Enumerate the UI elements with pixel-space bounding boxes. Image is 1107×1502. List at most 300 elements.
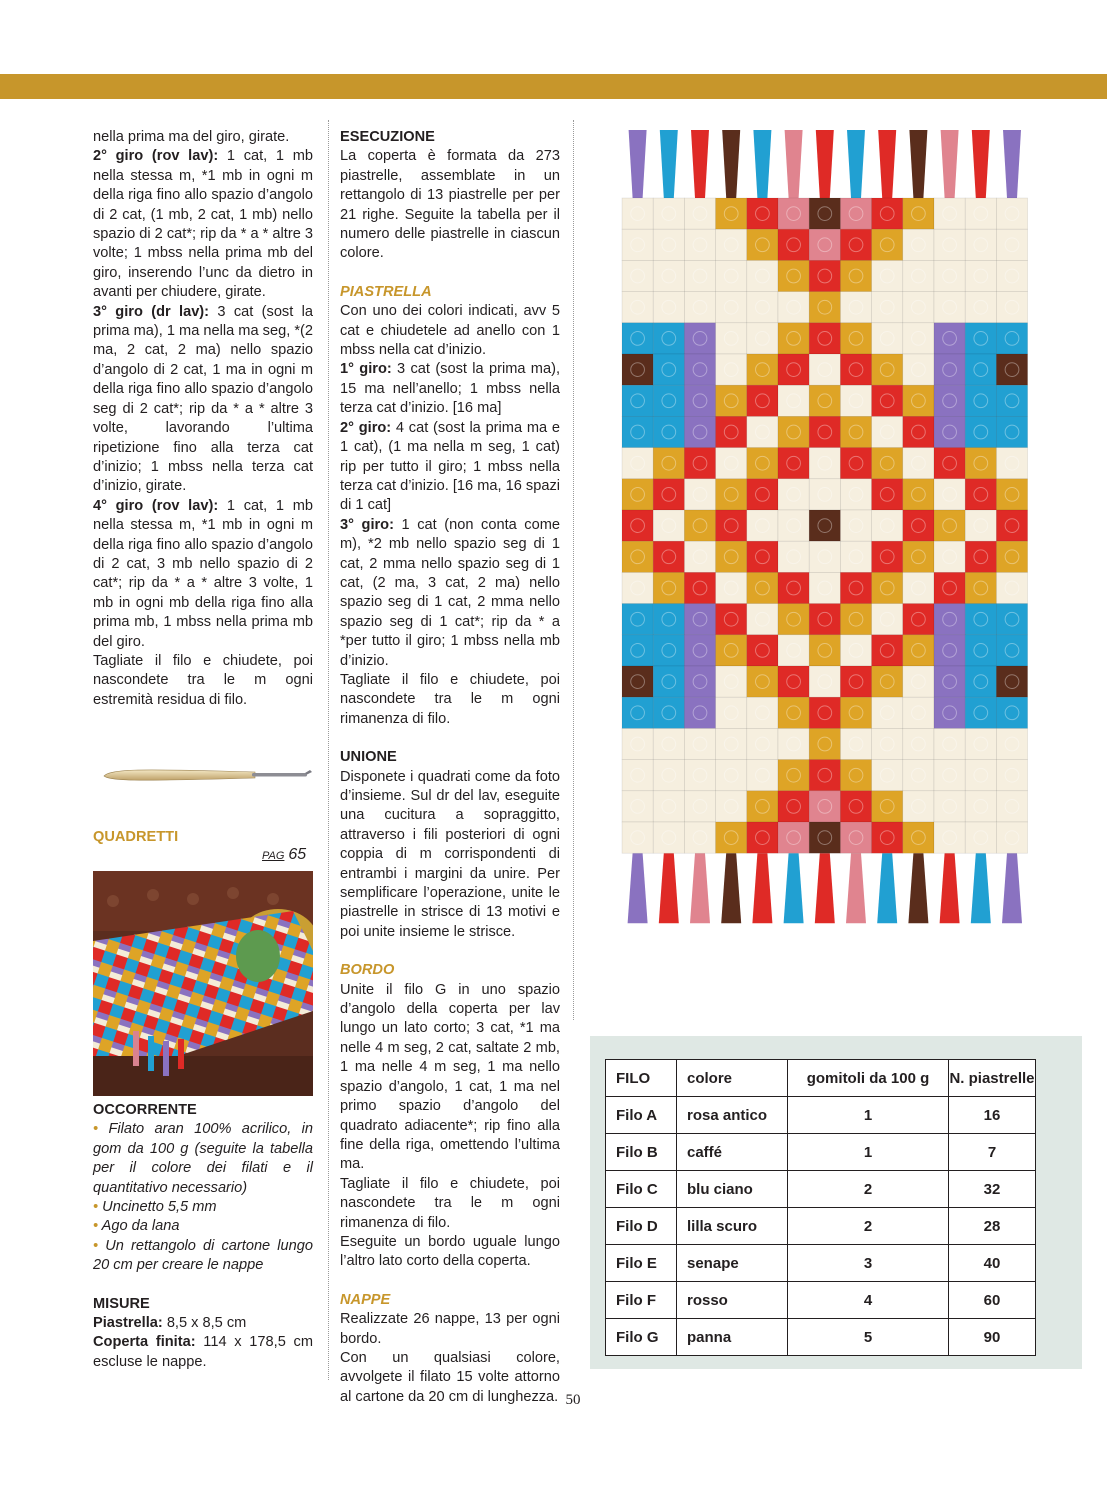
- granny-square: [934, 572, 965, 603]
- granny-square: [778, 822, 809, 853]
- granny-square: [903, 448, 934, 479]
- granny-square: [934, 385, 965, 416]
- giro-4-text: 1 cat, 1 mb nella stessa m, *1 mb in ogni m della riga fino allo spazio d’angolo di 2 cat, 3 mb nello spazio di 2 cat*; rip da * a * altre 3 volte, 1 mb in ogni mb della riga fino alla prima mb, 1 mbss nella prima mb del giro.: [93, 497, 313, 650]
- granny-square: [872, 292, 903, 323]
- granny-square: [996, 260, 1027, 291]
- granny-square: [934, 510, 965, 541]
- granny-square: [653, 198, 684, 229]
- granny-square: [747, 385, 778, 416]
- granny-square: [778, 292, 809, 323]
- granny-square: [965, 791, 996, 822]
- tassel: [659, 853, 679, 923]
- bullet: •: [93, 1199, 103, 1216]
- granny-square: [903, 229, 934, 260]
- cell-filo: Filo G: [606, 1319, 677, 1356]
- finish-text: Tagliate il filo e chiudete, poi nascondete tra le m ogni estremità residua di filo.: [93, 652, 313, 708]
- header-gomitoli: gomitoli da 100 g: [788, 1060, 949, 1097]
- granny-square: [747, 697, 778, 728]
- granny-square: [996, 697, 1027, 728]
- granny-square: [872, 448, 903, 479]
- granny-square: [840, 822, 871, 853]
- granny-square: [747, 760, 778, 791]
- granny-square: [747, 260, 778, 291]
- granny-square: [934, 697, 965, 728]
- granny-square: [840, 572, 871, 603]
- tassel: [752, 853, 772, 923]
- granny-square: [965, 354, 996, 385]
- misure-title: MISURE: [93, 1295, 150, 1312]
- granny-square: [809, 385, 840, 416]
- granny-square: [965, 572, 996, 603]
- giro-2-text: 1 cat, 1 mb nella stessa m, *1 mb in ogni m della riga fino allo spazio d’angolo di 2 cat, (1 mb, 2 cat, 1 mb) nello spazio di 2 cat*; rip da * a * altre 3 volte; 1 mbss nella prima mb del giro, inserendo l’unc da dietro in avanti per chiudere, girate.: [93, 148, 313, 301]
- tassel: [1002, 853, 1022, 923]
- granny-square: [684, 822, 715, 853]
- granny-square: [996, 198, 1027, 229]
- granny-square: [934, 292, 965, 323]
- granny-square: [622, 448, 653, 479]
- granny-square: [872, 385, 903, 416]
- granny-square: [965, 479, 996, 510]
- misure-2-label: Coperta finita:: [93, 1334, 196, 1351]
- granny-square: [872, 728, 903, 759]
- misure-1: [93, 1314, 313, 1333]
- granny-square: [996, 448, 1027, 479]
- granny-square: [903, 666, 934, 697]
- granny-square: [965, 604, 996, 635]
- granny-square: [872, 572, 903, 603]
- granny-square: [903, 479, 934, 510]
- granny-square: [747, 572, 778, 603]
- occ-item-3: [93, 1217, 313, 1236]
- cell-colore: lilla scuro: [677, 1208, 788, 1245]
- blanket-main-image: [610, 130, 1050, 1000]
- granny-square: [684, 198, 715, 229]
- page-ref-prefix: PAG: [262, 850, 285, 862]
- granny-square: [778, 260, 809, 291]
- granny-square: [840, 260, 871, 291]
- tassel: [753, 130, 771, 198]
- granny-square: [996, 666, 1027, 697]
- granny-square: [840, 416, 871, 447]
- giro-4-label: 4° giro (rov lav):: [93, 497, 219, 514]
- granny-square: [965, 292, 996, 323]
- piastrella-text: Con uno dei colori indicati, avv 5 cat e chiudetele ad anello con 1 mbss nella cat d’inizio.: [340, 303, 560, 359]
- granny-square: [653, 541, 684, 572]
- granny-square: [965, 541, 996, 572]
- tassel: [908, 853, 928, 923]
- granny-square: [778, 510, 809, 541]
- granny-square: [622, 479, 653, 510]
- cell-piastrelle: 90: [949, 1319, 1036, 1356]
- granny-square: [840, 229, 871, 260]
- cell-filo: Filo D: [606, 1208, 677, 1245]
- granny-square: [872, 323, 903, 354]
- granny-square: [653, 760, 684, 791]
- granny-square: [903, 760, 934, 791]
- granny-square: [716, 541, 747, 572]
- bordo-finish: Tagliate il filo e chiudete, poi nascondete tra le m ogni rimanenza di filo.: [340, 1175, 560, 1231]
- granny-square: [840, 697, 871, 728]
- piastrella-giro-2: [340, 419, 560, 516]
- granny-square: [872, 541, 903, 572]
- spacer: [340, 729, 560, 748]
- p3-label: 3° giro:: [340, 516, 394, 533]
- occ-item-4-text: Un rettangolo di cartone lungo 20 cm per creare le nappe: [93, 1237, 313, 1274]
- granny-square: [778, 385, 809, 416]
- granny-square: [653, 697, 684, 728]
- table-row: [606, 1208, 1036, 1245]
- granny-square: [903, 541, 934, 572]
- granny-square: [778, 448, 809, 479]
- piastrella-giro-3: [340, 516, 560, 671]
- table-row: [606, 1134, 1036, 1171]
- blanket-photo: [93, 871, 313, 1096]
- granny-square: [840, 354, 871, 385]
- granny-square: [747, 604, 778, 635]
- granny-square: [965, 198, 996, 229]
- left-lower: [93, 828, 313, 847]
- granny-square: [622, 229, 653, 260]
- table-row: [606, 1282, 1036, 1319]
- granny-square: [747, 479, 778, 510]
- giro-3-label: 3° giro (dr lav):: [93, 303, 210, 320]
- granny-square: [716, 760, 747, 791]
- granny-square: [996, 604, 1027, 635]
- granny-square: [653, 479, 684, 510]
- tassel: [846, 853, 866, 923]
- granny-square: [934, 760, 965, 791]
- granny-square: [684, 292, 715, 323]
- granny-square: [778, 666, 809, 697]
- granny-square: [872, 697, 903, 728]
- granny-square: [934, 260, 965, 291]
- granny-square: [653, 604, 684, 635]
- granny-square: [716, 229, 747, 260]
- table-row: [606, 1171, 1036, 1208]
- granny-square: [809, 229, 840, 260]
- granny-square: [996, 541, 1027, 572]
- granny-square: [996, 229, 1027, 260]
- tassel: [878, 130, 896, 198]
- granny-square: [840, 666, 871, 697]
- occ-item-4: [93, 1237, 313, 1276]
- granny-square: [965, 697, 996, 728]
- granny-square: [684, 666, 715, 697]
- nappe-title: NAPPE: [340, 1291, 391, 1308]
- cell-piastrelle: 28: [949, 1208, 1036, 1245]
- granny-square: [716, 323, 747, 354]
- granny-square: [872, 635, 903, 666]
- granny-square: [903, 323, 934, 354]
- occorrente-title: OCCORRENTE: [93, 1102, 197, 1118]
- granny-square: [684, 697, 715, 728]
- tassel: [847, 130, 865, 198]
- granny-square: [809, 635, 840, 666]
- tassel: [691, 130, 709, 198]
- page-number: 50: [565, 1392, 581, 1408]
- p1-label: 1° giro:: [340, 361, 392, 378]
- unione-text: Disponete i quadrati come da foto d’insieme. Sul dr del lav, eseguite una cucitura a sopraggitto, attraverso i fili posteriori di ogni coppia di m corrispondenti di entrambi i margini da unire. Per semplificare l’operazione, unite le piastrelle in strisce di 13 motivi e poi unite insieme le strisce.: [340, 768, 560, 940]
- granny-square: [934, 416, 965, 447]
- granny-square: [778, 323, 809, 354]
- granny-square: [684, 760, 715, 791]
- granny-square: [778, 229, 809, 260]
- granny-square: [684, 510, 715, 541]
- granny-square: [747, 822, 778, 853]
- granny-square: [747, 635, 778, 666]
- granny-square: [840, 760, 871, 791]
- granny-square: [934, 604, 965, 635]
- granny-square: [996, 323, 1027, 354]
- granny-square: [872, 416, 903, 447]
- granny-square: [622, 541, 653, 572]
- granny-square: [747, 666, 778, 697]
- granny-square: [809, 697, 840, 728]
- cell-gomitoli: 2: [788, 1171, 949, 1208]
- tassel: [660, 130, 678, 198]
- granny-square: [622, 760, 653, 791]
- cell-piastrelle: 60: [949, 1282, 1036, 1319]
- granny-square: [934, 822, 965, 853]
- tassel: [972, 130, 990, 198]
- giro-3: [93, 303, 313, 497]
- bordo-text: Unite il filo G in uno spazio d’angolo della coperta per lav lungo un lato corto; 3 cat, *1 ma nelle 4 m seg, 2 cat, saltate 2 mb, 1 ma nelle 4 m seg, 1 ma nello spazio d’angolo, 1 cat, 1 ma nel primo spazio d’angolo del quadrato adiacente*; rip fino alla fine della riga, omettendo l’ultima ma.: [340, 981, 560, 1173]
- granny-square: [778, 479, 809, 510]
- page-ref: [262, 846, 306, 864]
- granny-square: [684, 260, 715, 291]
- granny-square: [872, 604, 903, 635]
- granny-square: [778, 728, 809, 759]
- top-color-bar: [0, 74, 1107, 99]
- granny-square: [684, 541, 715, 572]
- granny-square: [840, 728, 871, 759]
- cell-gomitoli: 1: [788, 1097, 949, 1134]
- granny-square: [840, 479, 871, 510]
- granny-square: [934, 791, 965, 822]
- granny-square: [747, 510, 778, 541]
- granny-square: [622, 198, 653, 229]
- granny-square: [653, 572, 684, 603]
- granny-square: [778, 604, 809, 635]
- cell-colore: senape: [677, 1245, 788, 1282]
- granny-square: [716, 666, 747, 697]
- granny-square: [965, 666, 996, 697]
- granny-square: [840, 604, 871, 635]
- granny-square: [716, 697, 747, 728]
- bordo-title: BORDO: [340, 962, 395, 979]
- granny-square: [684, 354, 715, 385]
- cell-piastrelle: 40: [949, 1245, 1036, 1282]
- granny-square: [684, 448, 715, 479]
- cell-filo: Filo B: [606, 1134, 677, 1171]
- granny-square: [778, 791, 809, 822]
- spacer: [340, 942, 560, 961]
- granny-square: [996, 479, 1027, 510]
- granny-square: [903, 416, 934, 447]
- granny-square: [903, 791, 934, 822]
- granny-square: [684, 791, 715, 822]
- granny-square: [934, 666, 965, 697]
- granny-square: [747, 791, 778, 822]
- esecuzione-text: La coperta è formata da 273 piastrelle, assemblate in un rettangolo di 13 piastrelle per per 21 righe. Seguite la tabella per il numero delle piastrelle in ciascun colore.: [340, 148, 560, 262]
- granny-square: [622, 385, 653, 416]
- cell-gomitoli: 2: [788, 1208, 949, 1245]
- cell-piastrelle: 32: [949, 1171, 1036, 1208]
- granny-square: [809, 510, 840, 541]
- granny-square: [653, 728, 684, 759]
- p3-text: 1 cat (non conta come m), *2 mb nello spazio seg di 1 cat, 2 mma nello spazio seg di 1 cat, (2 ma, 3 cat, 2 ma) nello spazio seg di 1 cat, 2 mma nello spazio seg di 1 cat*; rip da * a *per tutto il giro; 1 mbss nella mb d’inizio.: [340, 516, 560, 669]
- section-title: QUADRETTI: [93, 829, 179, 845]
- granny-square: [809, 479, 840, 510]
- granny-square: [965, 635, 996, 666]
- granny-square: [903, 822, 934, 853]
- granny-square: [809, 666, 840, 697]
- granny-square: [716, 822, 747, 853]
- granny-square: [872, 791, 903, 822]
- misure-1-text: 8,5 x 8,5 cm: [162, 1315, 247, 1332]
- granny-square: [996, 354, 1027, 385]
- misure-2-text: 114 x 178,5 cm escluse le nappe.: [93, 1334, 313, 1370]
- granny-square: [778, 760, 809, 791]
- granny-square: [840, 323, 871, 354]
- tassel: [628, 853, 648, 923]
- granny-square: [809, 791, 840, 822]
- cell-gomitoli: 3: [788, 1245, 949, 1282]
- granny-square: [747, 416, 778, 447]
- granny-square: [622, 822, 653, 853]
- table-header-row: [606, 1060, 1036, 1097]
- spacer: [93, 1276, 313, 1295]
- granny-square: [903, 292, 934, 323]
- tassel: [1003, 130, 1021, 198]
- cell-colore: caffé: [677, 1134, 788, 1171]
- granny-square: [684, 385, 715, 416]
- granny-square: [934, 541, 965, 572]
- tassel: [941, 130, 959, 198]
- granny-square: [996, 510, 1027, 541]
- granny-square: [996, 822, 1027, 853]
- table-row: [606, 1245, 1036, 1282]
- granny-square: [934, 323, 965, 354]
- granny-square: [716, 292, 747, 323]
- giro-2-label: 2° giro (rov lav):: [93, 148, 219, 165]
- granny-square: [622, 604, 653, 635]
- giro-4: [93, 497, 313, 652]
- materials-block: [93, 1101, 313, 1372]
- cell-colore: rosso: [677, 1282, 788, 1319]
- granny-square: [653, 229, 684, 260]
- granny-square: [934, 229, 965, 260]
- granny-square: [809, 260, 840, 291]
- granny-square: [684, 572, 715, 603]
- granny-square: [903, 604, 934, 635]
- granny-square: [684, 604, 715, 635]
- spacer: [340, 1272, 560, 1291]
- occ-item-3-text: Ago da lana: [101, 1218, 180, 1235]
- granny-square: [747, 354, 778, 385]
- granny-square: [653, 635, 684, 666]
- granny-square: [872, 198, 903, 229]
- granny-square: [747, 728, 778, 759]
- granny-square: [684, 479, 715, 510]
- granny-square: [653, 791, 684, 822]
- granny-square: [996, 416, 1027, 447]
- granny-square: [903, 697, 934, 728]
- unione-title: UNIONE: [340, 749, 397, 766]
- granny-square: [872, 666, 903, 697]
- piastrella-finish: Tagliate il filo e chiudete, poi nascondete tra le m ogni rimanenza di filo.: [340, 671, 560, 727]
- cell-colore: blu ciano: [677, 1171, 788, 1208]
- bordo-finish-2: Eseguite un bordo uguale lungo l’altro lato corto della coperta.: [340, 1233, 560, 1270]
- granny-square: [934, 479, 965, 510]
- granny-square: [903, 260, 934, 291]
- granny-square: [716, 385, 747, 416]
- granny-square: [747, 541, 778, 572]
- granny-square: [653, 822, 684, 853]
- granny-square: [809, 604, 840, 635]
- granny-square: [684, 229, 715, 260]
- granny-square: [903, 354, 934, 385]
- piastrella-title: PIASTRELLA: [340, 283, 432, 300]
- granny-square: [778, 416, 809, 447]
- granny-square: [716, 260, 747, 291]
- granny-square: [809, 292, 840, 323]
- header-piastrelle: N. piastrelle: [949, 1060, 1036, 1097]
- granny-square: [747, 229, 778, 260]
- tassel: [721, 853, 741, 923]
- granny-square: [622, 728, 653, 759]
- p2-label: 2° giro:: [340, 419, 392, 436]
- tassel: [815, 853, 835, 923]
- giro-3-text: 3 cat (sost la prima ma), 1 ma nella ma seg, *(2 ma, 2 cat, 2 ma) nello spazio d’angolo di 2 cat, 1 ma in ogni m della riga fino allo spazio d’angolo seg di 2 cat*; rip da * a * altre 3 volte, lavorando l’ultima ripetizione fino alla terza cat d’inizio; 1 mbss nella terza cat d’inizio, girate.: [93, 303, 313, 495]
- cell-filo: Filo E: [606, 1245, 677, 1282]
- spacer: [340, 264, 560, 283]
- nappe-text-1: Realizzate 26 nappe, 13 per ogni bordo.: [340, 1311, 560, 1347]
- granny-square: [809, 572, 840, 603]
- cell-colore: rosa antico: [677, 1097, 788, 1134]
- granny-square: [934, 354, 965, 385]
- granny-square: [622, 697, 653, 728]
- occ-item-2: [93, 1198, 313, 1217]
- cell-gomitoli: 4: [788, 1282, 949, 1319]
- granny-square: [840, 791, 871, 822]
- granny-square: [684, 323, 715, 354]
- esecuzione-title: ESECUZIONE: [340, 129, 435, 145]
- granny-square: [653, 416, 684, 447]
- granny-square: [903, 198, 934, 229]
- granny-square: [809, 728, 840, 759]
- nappe-text-2: Con un qualsiasi colore, avvolgete il filato 15 volte attorno al cartone da 20 cm di lunghezza.: [340, 1349, 560, 1405]
- granny-square: [872, 260, 903, 291]
- granny-square: [872, 510, 903, 541]
- granny-square: [965, 760, 996, 791]
- tassel: [722, 130, 740, 198]
- header-filo: FILO: [606, 1060, 677, 1097]
- granny-square: [809, 541, 840, 572]
- granny-square: [653, 666, 684, 697]
- granny-square: [840, 448, 871, 479]
- granny-square: [716, 510, 747, 541]
- granny-square: [622, 510, 653, 541]
- intro-text: nella prima ma del giro, girate.: [93, 129, 290, 145]
- granny-square: [747, 448, 778, 479]
- granny-square: [653, 385, 684, 416]
- giro-2: [93, 147, 313, 302]
- granny-square: [903, 635, 934, 666]
- granny-square: [778, 635, 809, 666]
- cell-filo: Filo C: [606, 1171, 677, 1208]
- piastrella-giro-1: [340, 360, 560, 418]
